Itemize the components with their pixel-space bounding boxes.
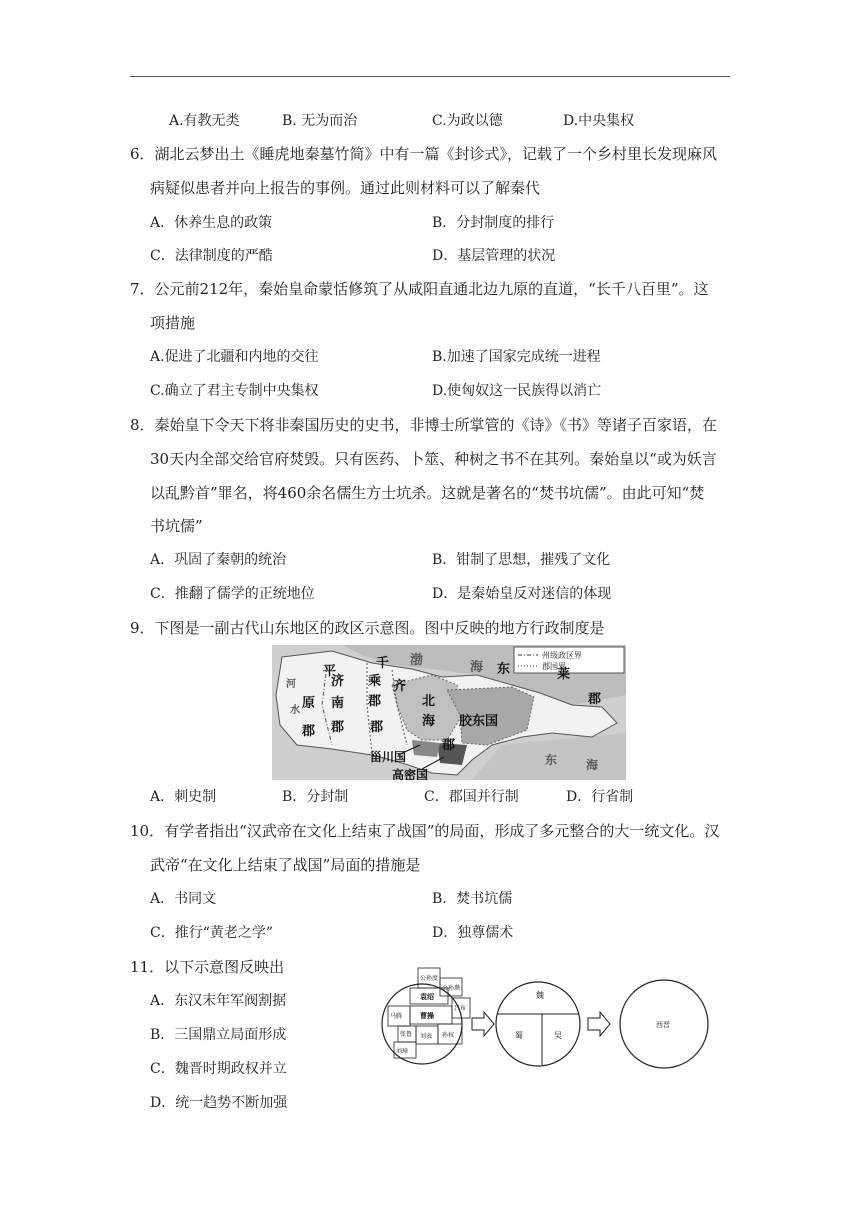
label-sunquan: 孙权 <box>442 1032 455 1039</box>
q9-option-c: C．郡国并行制 <box>424 789 519 805</box>
label-shu: 蜀 <box>515 1031 523 1040</box>
q9-stem: 9．下图是一副古代山东地区的政区示意图。图中反映的地方行政制度是 <box>130 619 605 637</box>
map-label-donghai-1: 东 <box>545 753 558 767</box>
map-label-bohai-1: 渤 <box>410 653 424 668</box>
three-kingdoms-diagram <box>380 962 732 1084</box>
q7-option-c: C.确立了君主专制中央集权 <box>150 383 319 399</box>
q11-stem: 11．以下示意图反映出 <box>130 958 285 976</box>
map-label-he: 河 <box>286 679 296 690</box>
map-label-gaomi: 高密国 <box>392 768 429 780</box>
q8-option-b: B．钳制了思想，摧残了文化 <box>432 552 611 568</box>
map-label-donglai-1: 东 <box>497 662 511 677</box>
map-label-jiaodong: 胶东国 <box>459 714 499 729</box>
q10-option-c: C．推行“黄老之学” <box>150 925 274 941</box>
label-mateng: 马腾 <box>390 1013 403 1020</box>
label-yuanshao: 袁绍 <box>420 992 434 1001</box>
diagram-circle-3 <box>620 980 708 1068</box>
map-label-beihai-2: 海 <box>422 714 436 729</box>
header-rule <box>130 76 730 77</box>
q10-option-a: A．书同文 <box>150 891 217 907</box>
label-liubiao: 刘表 <box>420 1033 433 1040</box>
shandong-region-map <box>272 645 626 780</box>
map-label-qiancheng-3: 郡 <box>368 694 382 709</box>
map-label-jinan-3: 郡 <box>331 720 345 735</box>
label-gongsundu: 公孙度 <box>420 975 439 982</box>
q6-option-b: B．分封制度的排行 <box>432 215 555 231</box>
legend-commandery-boundary-label: 郡国界 <box>542 662 566 671</box>
arrow-icon-1 <box>472 1012 494 1036</box>
q10-stem-line2: 武帝“在文化上结束了战国”局面的措施是 <box>150 856 421 874</box>
q6-option-c: C．法律制度的严酷 <box>150 248 273 264</box>
diagram-circle-1 <box>382 968 470 1064</box>
arrow-icon-2 <box>588 1012 610 1036</box>
q6-option-d: D．基层管理的状况 <box>432 248 556 264</box>
q5-option-c: C.为政以德 <box>432 113 503 129</box>
map-label-donghai-2: 海 <box>586 758 599 772</box>
q11-option-a: A．东汉末年军阀割据 <box>150 993 287 1009</box>
q6-option-a: A．休养生息的政策 <box>150 215 273 231</box>
q10-stem-line1: 10．有学者指出“汉武帝在文化上结束了战国”的局面，形成了多元整合的大一统文化。汉 <box>130 822 720 840</box>
map-label-pingyuan-3: 郡 <box>302 724 316 739</box>
map-label-qiancheng-1: 千 <box>376 656 390 671</box>
label-wu: 吴 <box>554 1031 562 1040</box>
map-label-jinan-2: 南 <box>331 696 345 711</box>
q6-stem-line1: 6．湖北云梦出土《睡虎地秦墓竹简》中有一篇《封诊式》，记载了一个乡村里长发现麻风 <box>130 145 718 163</box>
label-wei: 魏 <box>536 991 544 1000</box>
q8-stem-line1: 8．秦始皇下令天下将非秦国历史的史书，非博士所掌管的《诗》《书》等诸子百家语，在 <box>130 416 718 434</box>
q8-option-d: D．是秦始皇反对迷信的体现 <box>432 586 612 602</box>
q10-option-d: D．独尊儒术 <box>432 925 514 941</box>
map-label-qiancheng-2: 乘 <box>368 674 382 689</box>
map-label-bohai-2: 海 <box>470 660 484 675</box>
map-label-pingyuan-1: 平 <box>323 664 337 679</box>
q5-option-d: D.中央集权 <box>563 113 635 129</box>
q11-option-d: D．统一趋势不断加强 <box>150 1095 288 1111</box>
q7-stem-line1: 7．公元前212年，秦始皇命蒙恬修筑了从咸阳直通北边九原的直道，“长千八百里”。这 <box>130 280 709 298</box>
legend-state-boundary-label: 州级政区界 <box>542 651 582 660</box>
map-label-beihai-3: 郡 <box>442 738 456 753</box>
label-zhanglu: 张鲁 <box>400 1031 413 1038</box>
label-gongsunzan: 公孙瓒 <box>442 985 461 992</box>
q10-option-b: B．焚书坑儒 <box>432 891 513 907</box>
q8-stem-line3: 以乱黔首”罪名，将460余名儒生方士坑杀。这就是著名的“焚书坑儒”。由此可知“焚 <box>150 484 705 502</box>
q7-option-d: D.使匈奴这一民族得以消亡 <box>432 383 602 399</box>
map-label-shui: 水 <box>290 705 300 716</box>
label-caocao: 曹操 <box>420 1011 434 1020</box>
diagram-circle-2 <box>496 982 580 1066</box>
q8-option-c: C．推翻了儒学的正统地位 <box>150 586 315 602</box>
q11-option-b: B．三国鼎立局面形成 <box>150 1027 287 1043</box>
q9-option-b: B．分封制 <box>282 789 349 805</box>
map-label-zichuan: 甾川国 <box>370 750 407 764</box>
q7-option-a: A.促进了北疆和内地的交往 <box>150 349 319 365</box>
label-lvbu: 吕布 <box>454 1005 467 1012</box>
map-label-beihai-1: 北 <box>422 694 436 709</box>
map-label-pingyuan-2: 原 <box>302 696 316 711</box>
q7-stem-line2: 项措施 <box>150 314 196 332</box>
q8-stem-line4: 书坑儒” <box>150 517 203 535</box>
q7-option-b: B.加速了国家完成统一进程 <box>432 349 601 365</box>
map-label-donglai-3: 郡 <box>588 692 602 707</box>
map-label-donglai-2: 莱 <box>557 667 571 682</box>
q9-option-d: D．行省制 <box>566 789 634 805</box>
q6-stem-line2: 病疑似患者并向上报告的事例。通过此则材料可以了解秦代 <box>150 179 541 197</box>
map-label-qi-jun: 郡 <box>370 720 384 735</box>
q5-option-a: A.有教无类 <box>169 113 240 129</box>
label-xijin: 西晋 <box>656 1021 670 1029</box>
map-label-jinan-1: 济 <box>331 674 345 689</box>
label-liuzhang: 刘璋 <box>396 1048 409 1055</box>
q11-option-c: C．魏晋时期政权并立 <box>150 1061 287 1077</box>
q9-option-a: A．刺史制 <box>150 789 217 805</box>
map-label-qi: 齐 <box>393 679 407 694</box>
q8-option-a: A．巩固了秦朝的统治 <box>150 552 287 568</box>
q5-option-b: B. 无为而治 <box>282 113 358 129</box>
q8-stem-line2: 30天内全部交给官府焚毁。只有医药、卜筮、种树之书不在其列。秦始皇以“或为妖言 <box>150 450 717 468</box>
